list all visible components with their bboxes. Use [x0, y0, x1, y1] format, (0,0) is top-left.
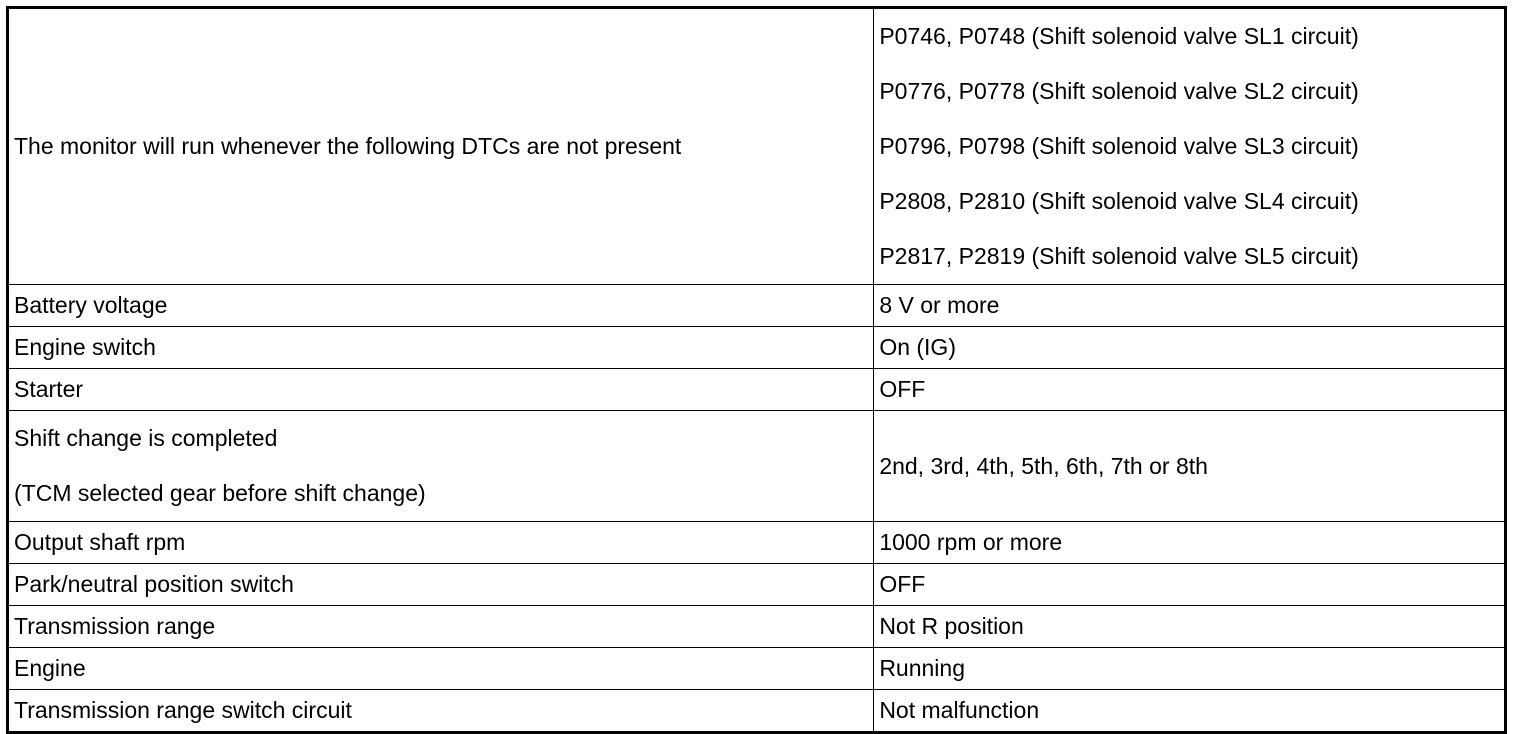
condition-item-cell: [8, 522, 874, 564]
table-row: [8, 606, 1506, 648]
condition-value-cell: [874, 648, 1506, 690]
condition-value-text: On (IG): [879, 334, 956, 361]
condition-value-text: OFF: [879, 571, 926, 598]
dtc-sl1-text: P0746, P0748 (Shift solenoid valve SL1 circuit): [879, 23, 1359, 49]
condition-value-cell: [874, 327, 1506, 369]
condition-item-cell: [8, 411, 874, 522]
condition-item-text: Shift change is completed: [14, 425, 278, 451]
table-row: [8, 522, 1506, 564]
condition-item-text: Park/neutral position switch: [14, 571, 294, 598]
condition-value-cell: [874, 522, 1506, 564]
condition-value-cell: [874, 690, 1506, 733]
condition-item-note: (TCM selected gear before shift change): [14, 480, 426, 506]
condition-item-cell: [8, 564, 874, 606]
condition-item-cell: [8, 690, 874, 733]
condition-value-cell: [874, 411, 1506, 522]
condition-item-text: Output shaft rpm: [14, 529, 186, 556]
table-row: [8, 564, 1506, 606]
condition-value-cell: [874, 369, 1506, 411]
condition-value-text: 2nd, 3rd, 4th, 5th, 6th, 7th or 8th: [879, 452, 1208, 479]
condition-value-cell: [874, 606, 1506, 648]
condition-item-cell: [8, 285, 874, 327]
table-row: [8, 327, 1506, 369]
condition-item-text: Starter: [14, 376, 84, 403]
condition-value-text: Not malfunction: [879, 697, 1040, 724]
condition-value-cell: [874, 285, 1506, 327]
table-row: [8, 8, 1506, 285]
condition-value-text: Not R position: [879, 613, 1024, 640]
table-row: [8, 369, 1506, 411]
table-row: [8, 411, 1506, 522]
dtc-sl3-text: P0796, P0798 (Shift solenoid valve SL3 circuit): [879, 133, 1359, 159]
condition-item-text: Battery voltage: [14, 292, 168, 319]
condition-item-cell: [8, 606, 874, 648]
condition-item-text: Transmission range: [14, 613, 216, 640]
condition-value-cell: [874, 8, 1506, 285]
table-row: [8, 648, 1506, 690]
condition-item-text: Transmission range switch circuit: [14, 697, 352, 724]
condition-item-cell: [8, 648, 874, 690]
condition-value-text: 8 V or more: [879, 292, 1000, 319]
monitor-conditions-table: [6, 6, 1507, 734]
dtc-sl4-text: P2808, P2810 (Shift solenoid valve SL4 circuit): [879, 188, 1359, 214]
condition-item-text: Engine: [14, 655, 86, 682]
table-row: [8, 285, 1506, 327]
dtc-sl5-text: P2817, P2819 (Shift solenoid valve SL5 circuit): [879, 243, 1359, 269]
condition-value-text: Running: [879, 655, 965, 682]
condition-value-cell: [874, 564, 1506, 606]
condition-value-text: OFF: [879, 376, 926, 403]
table-row: [8, 690, 1506, 733]
condition-item-text: The monitor will run whenever the following DTCs are not present: [14, 133, 682, 160]
dtc-sl2-text: P0776, P0778 (Shift solenoid valve SL2 circuit): [879, 78, 1359, 104]
condition-value-text: 1000 rpm or more: [879, 529, 1063, 556]
condition-item-cell: [8, 8, 874, 285]
condition-item-text: Engine switch: [14, 334, 156, 361]
condition-item-cell: [8, 327, 874, 369]
condition-item-cell: [8, 369, 874, 411]
